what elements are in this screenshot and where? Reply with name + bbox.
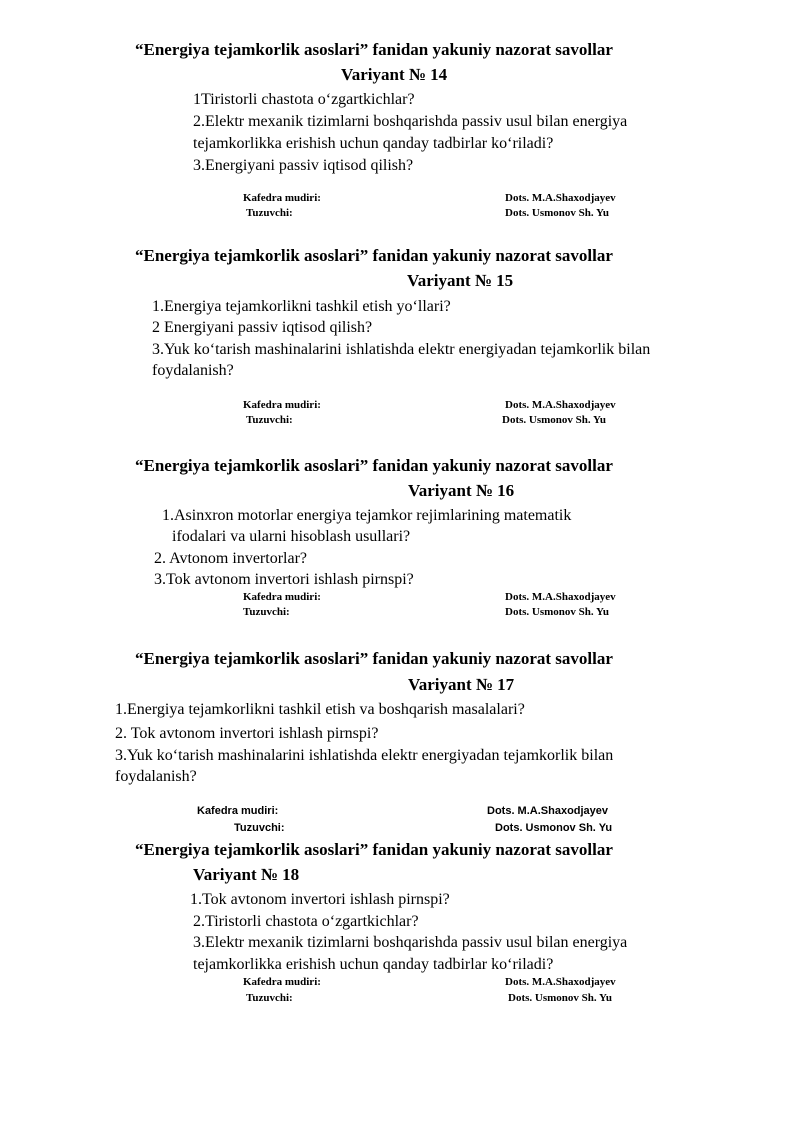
block-title: “Energiya tejamkorlik asoslari” fanidan yakuniy nazorat savollar [135,456,613,475]
variant-heading: Variyant № 15 [407,271,514,290]
question-line: tejamkorlikka erishish uchun qanday tadbirlar ko‘riladi? [193,956,554,973]
question-line: 2. Avtonom invertorlar? [154,550,307,567]
question-line: 1.Asinxron motorlar energiya tejamkor rejimlarining matematik [162,507,572,524]
head-label: Kafedra mudiri: [243,192,321,204]
block-title: “Energiya tejamkorlik asoslari” fanidan yakuniy nazorat savollar [135,649,613,668]
variant-heading: Variyant № 18 [193,865,300,884]
question-line: foydalanish? [152,362,234,379]
author-name: Dots. Usmonov Sh. Yu [505,207,610,219]
head-label: Kafedra mudiri: [243,399,321,411]
question-line: 3.Tok avtonom invertori ishlash pirnspi? [154,571,414,588]
question-line: 3.Yuk ko‘tarish mashinalarini ishlatishda elektr energiyadan tejamkorlik bilan [152,341,651,358]
question-line: 2 Energiyani passiv iqtisod qilish? [152,319,373,336]
question-line: 2. Tok avtonom invertori ishlash pirnspi? [115,725,379,742]
question-line: 2.Tiristorli chastota o‘zgartkichlar? [193,913,419,930]
question-line: 3.Energiyani passiv iqtisod qilish? [193,157,414,174]
variant-heading: Variyant № 17 [408,675,515,694]
author-label: Tuzuvchi: [246,414,293,426]
question-line: 3.Elektr mexanik tizimlarni boshqarishda passiv usul bilan energiya [193,934,628,951]
head-label: Kafedra mudiri: [243,591,321,603]
author-label: Tuzuvchi: [243,606,290,618]
author-label: Tuzuvchi: [246,992,293,1004]
variant-heading: Variyant № 14 [341,65,448,84]
author-name: Dots. Usmonov Sh. Yu [508,992,613,1004]
author-name: Dots. Usmonov Sh. Yu [505,606,610,618]
head-label: Kafedra mudiri: [243,976,321,988]
question-line: 1.Energiya tejamkorlikni tashkil etish va boshqarish masalalari? [115,701,525,718]
question-line: 2.Elektr mexanik tizimlarni boshqarishda passiv usul bilan energiya [193,113,628,130]
block-title: “Energiya tejamkorlik asoslari” fanidan yakuniy nazorat savollar [135,40,613,59]
author-label: Tuzuvchi: [234,822,285,834]
author-label: Tuzuvchi: [246,207,293,219]
head-name: Dots. M.A.Shaxodjayev [505,976,616,988]
variant-heading: Variyant № 16 [408,481,515,500]
head-label: Kafedra mudiri: [197,805,279,817]
question-line: 1.Tok avtonom invertori ishlash pirnspi? [190,891,450,908]
question-line: foydalanish? [115,768,197,785]
block-title: “Energiya tejamkorlik asoslari” fanidan yakuniy nazorat savollar [135,840,613,859]
head-name: Dots. M.A.Shaxodjayev [487,805,609,817]
question-line: 1.Energiya tejamkorlikni tashkil etish yo‘llari? [152,298,451,315]
question-line: ifodalari va ularni hisoblash usullari? [172,528,411,545]
head-name: Dots. M.A.Shaxodjayev [505,591,616,603]
question-line: 3.Yuk ko‘tarish mashinalarini ishlatishda elektr energiyadan tejamkorlik bilan [115,747,614,764]
author-name: Dots. Usmonov Sh. Yu [502,414,607,426]
block-title: “Energiya tejamkorlik asoslari” fanidan yakuniy nazorat savollar [135,246,613,265]
head-name: Dots. M.A.Shaxodjayev [505,192,616,204]
head-name: Dots. M.A.Shaxodjayev [505,399,616,411]
question-line: tejamkorlikka erishish uchun qanday tadbirlar ko‘riladi? [193,135,554,152]
question-line: 1Tiristorli chastota o‘zgartkichlar? [193,91,415,108]
author-name: Dots. Usmonov Sh. Yu [495,822,613,834]
